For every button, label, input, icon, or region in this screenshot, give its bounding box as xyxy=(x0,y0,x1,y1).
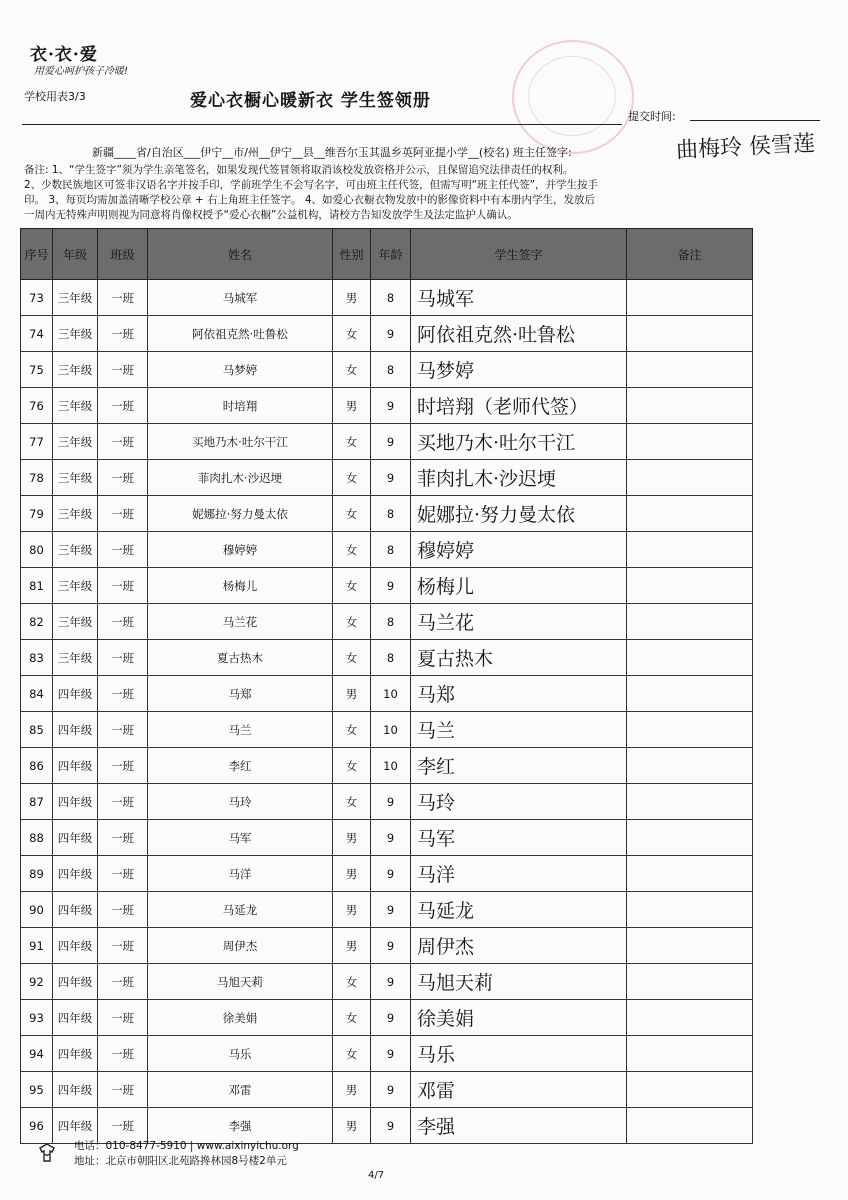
cell-gender: 女 xyxy=(333,604,371,640)
cell-name: 马洋 xyxy=(148,856,333,892)
cell-signature: 李红 xyxy=(411,748,627,784)
table-body xyxy=(21,280,753,1144)
notes-block xyxy=(24,163,784,223)
cell-class: 一班 xyxy=(98,604,148,640)
page-number: 4/7 xyxy=(368,1170,385,1181)
table-header-row xyxy=(21,229,753,280)
cell-age: 8 xyxy=(371,532,411,568)
cell-class: 一班 xyxy=(98,1000,148,1036)
cell-name: 夏古热木 xyxy=(148,640,333,676)
cell-name: 马玲 xyxy=(148,784,333,820)
cell-age: 9 xyxy=(371,460,411,496)
cell-signature: 妮娜拉·努力曼太依 xyxy=(411,496,627,532)
cell-class: 一班 xyxy=(98,712,148,748)
cell-no: 76 xyxy=(21,388,53,424)
table-row xyxy=(21,1072,753,1108)
cell-age: 8 xyxy=(371,352,411,388)
cell-no: 93 xyxy=(21,1000,53,1036)
cell-no: 85 xyxy=(21,712,53,748)
cell-gender: 男 xyxy=(333,1108,371,1144)
cell-note xyxy=(627,784,753,820)
cell-grade: 四年级 xyxy=(53,1036,98,1072)
col-header-grade: 年级 xyxy=(53,229,98,280)
col-header-no: 序号 xyxy=(21,229,53,280)
cell-grade: 四年级 xyxy=(53,676,98,712)
cell-no: 87 xyxy=(21,784,53,820)
cell-name: 买地乃木·吐尔干江 xyxy=(148,424,333,460)
cell-gender: 女 xyxy=(333,316,371,352)
cell-signature: 阿依祖克然·吐鲁松 xyxy=(411,316,627,352)
cell-no: 91 xyxy=(21,928,53,964)
cell-note xyxy=(627,604,753,640)
table-row xyxy=(21,280,753,316)
table-row xyxy=(21,856,753,892)
note-line: 备注: 1、“学生签字”须为学生亲笔签名，如果发现代签冒领将取消该校发放资格并公示，且保留追究法律责任的权利。 xyxy=(24,164,574,176)
cell-signature: 马兰 xyxy=(411,712,627,748)
school-use-label: 学校用表3/3 xyxy=(24,90,86,103)
cell-gender: 女 xyxy=(333,460,371,496)
cell-gender: 女 xyxy=(333,568,371,604)
footer-phone: 电话：010-8477-5910 | www.aixinyichu.org xyxy=(74,1140,299,1152)
cell-class: 一班 xyxy=(98,496,148,532)
col-header-gender: 性别 xyxy=(333,229,371,280)
col-header-name: 姓名 xyxy=(148,229,333,280)
cell-grade: 三年级 xyxy=(53,532,98,568)
cell-name: 马兰花 xyxy=(148,604,333,640)
cell-note xyxy=(627,1036,753,1072)
cell-signature: 马兰花 xyxy=(411,604,627,640)
cell-name: 马乐 xyxy=(148,1036,333,1072)
cell-name: 阿依祖克然·吐鲁松 xyxy=(148,316,333,352)
cell-gender: 女 xyxy=(333,496,371,532)
cell-name: 马城军 xyxy=(148,280,333,316)
cell-grade: 四年级 xyxy=(53,1108,98,1144)
cell-age: 8 xyxy=(371,640,411,676)
cell-signature: 时培翔（老师代签） xyxy=(411,388,627,424)
cell-signature: 马洋 xyxy=(411,856,627,892)
cell-grade: 四年级 xyxy=(53,892,98,928)
cell-name: 徐美娟 xyxy=(148,1000,333,1036)
cell-class: 一班 xyxy=(98,640,148,676)
cell-no: 94 xyxy=(21,1036,53,1072)
cell-age: 9 xyxy=(371,424,411,460)
submit-time-label: 提交时间: xyxy=(628,110,676,123)
table-row xyxy=(21,892,753,928)
cell-note xyxy=(627,820,753,856)
cell-grade: 四年级 xyxy=(53,1000,98,1036)
school-location-line: 新疆____省/自治区___伊宁__市/州__伊宁__县__维吾尔玉其温乡英阿亚提小学__(校名) 班主任签字: xyxy=(92,146,572,159)
cell-age: 8 xyxy=(371,280,411,316)
cell-grade: 四年级 xyxy=(53,928,98,964)
cell-signature: 李强 xyxy=(411,1108,627,1144)
cell-signature: 马军 xyxy=(411,820,627,856)
cell-grade: 三年级 xyxy=(53,604,98,640)
cell-note xyxy=(627,280,753,316)
cell-no: 73 xyxy=(21,280,53,316)
cell-gender: 女 xyxy=(333,1036,371,1072)
cell-signature: 徐美娟 xyxy=(411,1000,627,1036)
cell-name: 马延龙 xyxy=(148,892,333,928)
table-row xyxy=(21,532,753,568)
cell-signature: 马旭天莉 xyxy=(411,964,627,1000)
cell-age: 9 xyxy=(371,928,411,964)
cell-no: 84 xyxy=(21,676,53,712)
cell-class: 一班 xyxy=(98,388,148,424)
cell-note xyxy=(627,892,753,928)
cell-name: 妮娜拉·努力曼太依 xyxy=(148,496,333,532)
table-row xyxy=(21,784,753,820)
cell-name: 马旭天莉 xyxy=(148,964,333,1000)
cell-class: 一班 xyxy=(98,280,148,316)
cell-name: 李红 xyxy=(148,748,333,784)
cell-age: 9 xyxy=(371,1072,411,1108)
table-row xyxy=(21,964,753,1000)
cell-grade: 三年级 xyxy=(53,568,98,604)
cell-no: 81 xyxy=(21,568,53,604)
cell-class: 一班 xyxy=(98,856,148,892)
cell-gender: 女 xyxy=(333,1000,371,1036)
cell-no: 82 xyxy=(21,604,53,640)
cell-grade: 四年级 xyxy=(53,1072,98,1108)
cell-age: 9 xyxy=(371,316,411,352)
table-row xyxy=(21,352,753,388)
cell-no: 79 xyxy=(21,496,53,532)
cell-no: 92 xyxy=(21,964,53,1000)
col-header-signature: 学生签字 xyxy=(411,229,627,280)
cell-class: 一班 xyxy=(98,676,148,712)
cell-age: 10 xyxy=(371,676,411,712)
cell-class: 一班 xyxy=(98,1036,148,1072)
note-line: 一周内无特殊声明则视为同意将肖像权授予“爱心衣橱”公益机构，请校方告知发放学生及法定监护人确认。 xyxy=(24,209,518,221)
note-line: 2、少数民族地区可签非汉语名字并按手印，学前班学生不会写名字，可由班主任代签，但需写明“班主任代签”，并学生按手 xyxy=(24,179,599,191)
cell-class: 一班 xyxy=(98,424,148,460)
cell-no: 78 xyxy=(21,460,53,496)
cell-note xyxy=(627,1072,753,1108)
cell-age: 9 xyxy=(371,964,411,1000)
cell-gender: 女 xyxy=(333,748,371,784)
logo-slogan: 用爱心呵护孩子冷暖! xyxy=(34,66,129,77)
cell-gender: 男 xyxy=(333,892,371,928)
table-row xyxy=(21,1000,753,1036)
cell-age: 10 xyxy=(371,748,411,784)
table-row xyxy=(21,1036,753,1072)
col-header-class: 班级 xyxy=(98,229,148,280)
cell-class: 一班 xyxy=(98,1108,148,1144)
table-row xyxy=(21,712,753,748)
cell-gender: 男 xyxy=(333,676,371,712)
cell-no: 75 xyxy=(21,352,53,388)
cell-age: 8 xyxy=(371,496,411,532)
cell-name: 周伊杰 xyxy=(148,928,333,964)
cell-note xyxy=(627,460,753,496)
cell-name: 马郑 xyxy=(148,676,333,712)
table-row xyxy=(21,568,753,604)
cell-class: 一班 xyxy=(98,352,148,388)
cell-note xyxy=(627,712,753,748)
cell-age: 10 xyxy=(371,712,411,748)
cell-name: 穆婷婷 xyxy=(148,532,333,568)
cell-gender: 男 xyxy=(333,388,371,424)
cell-age: 9 xyxy=(371,856,411,892)
table-row xyxy=(21,424,753,460)
cell-name: 邓雷 xyxy=(148,1072,333,1108)
cell-class: 一班 xyxy=(98,316,148,352)
cell-class: 一班 xyxy=(98,820,148,856)
col-header-note: 备注 xyxy=(627,229,753,280)
cell-note xyxy=(627,568,753,604)
cell-gender: 男 xyxy=(333,856,371,892)
cell-age: 9 xyxy=(371,1036,411,1072)
logo-text: 衣·衣·爱 xyxy=(30,45,98,65)
cell-no: 96 xyxy=(21,1108,53,1144)
cell-grade: 三年级 xyxy=(53,316,98,352)
cell-gender: 女 xyxy=(333,712,371,748)
cell-note xyxy=(627,964,753,1000)
cell-name: 马梦婷 xyxy=(148,352,333,388)
cell-class: 一班 xyxy=(98,928,148,964)
table-row xyxy=(21,460,753,496)
cell-note xyxy=(627,532,753,568)
col-header-age: 年龄 xyxy=(371,229,411,280)
cell-age: 9 xyxy=(371,1000,411,1036)
cell-name: 李强 xyxy=(148,1108,333,1144)
student-roster-table xyxy=(20,228,753,1144)
cell-note xyxy=(627,424,753,460)
cell-name: 时培翔 xyxy=(148,388,333,424)
cell-name: 马军 xyxy=(148,820,333,856)
cell-note xyxy=(627,352,753,388)
submit-time-line xyxy=(690,120,820,121)
cell-signature: 马乐 xyxy=(411,1036,627,1072)
cell-signature: 马城军 xyxy=(411,280,627,316)
cell-no: 86 xyxy=(21,748,53,784)
cell-no: 77 xyxy=(21,424,53,460)
cell-signature: 马郑 xyxy=(411,676,627,712)
cell-grade: 三年级 xyxy=(53,280,98,316)
cell-gender: 女 xyxy=(333,352,371,388)
cell-age: 9 xyxy=(371,1108,411,1144)
teacher-signature: 曲梅玲 侯雪莲 xyxy=(675,131,816,164)
cell-gender: 男 xyxy=(333,820,371,856)
cell-gender: 男 xyxy=(333,1072,371,1108)
clothes-hanger-icon xyxy=(36,1142,58,1164)
cell-signature: 马玲 xyxy=(411,784,627,820)
cell-grade: 三年级 xyxy=(53,424,98,460)
cell-grade: 四年级 xyxy=(53,712,98,748)
table-row xyxy=(21,820,753,856)
cell-grade: 四年级 xyxy=(53,964,98,1000)
cell-age: 8 xyxy=(371,604,411,640)
cell-gender: 男 xyxy=(333,280,371,316)
cell-note xyxy=(627,856,753,892)
cell-class: 一班 xyxy=(98,784,148,820)
cell-no: 95 xyxy=(21,1072,53,1108)
cell-grade: 三年级 xyxy=(53,460,98,496)
cell-class: 一班 xyxy=(98,532,148,568)
cell-signature: 马延龙 xyxy=(411,892,627,928)
header-divider xyxy=(22,124,622,125)
cell-name: 菲肉扎木·沙迟埂 xyxy=(148,460,333,496)
cell-note xyxy=(627,676,753,712)
cell-note xyxy=(627,640,753,676)
cell-age: 9 xyxy=(371,820,411,856)
cell-no: 74 xyxy=(21,316,53,352)
cell-grade: 三年级 xyxy=(53,496,98,532)
cell-signature: 买地乃木·吐尔干江 xyxy=(411,424,627,460)
table-row xyxy=(21,496,753,532)
cell-signature: 菲肉扎木·沙迟埂 xyxy=(411,460,627,496)
cell-age: 9 xyxy=(371,892,411,928)
cell-note xyxy=(627,316,753,352)
cell-gender: 女 xyxy=(333,424,371,460)
cell-no: 90 xyxy=(21,892,53,928)
cell-no: 83 xyxy=(21,640,53,676)
cell-gender: 男 xyxy=(333,928,371,964)
cell-no: 88 xyxy=(21,820,53,856)
table-row xyxy=(21,676,753,712)
cell-signature: 杨梅儿 xyxy=(411,568,627,604)
cell-signature: 周伊杰 xyxy=(411,928,627,964)
cell-grade: 三年级 xyxy=(53,640,98,676)
cell-grade: 四年级 xyxy=(53,820,98,856)
cell-class: 一班 xyxy=(98,892,148,928)
table-row xyxy=(21,316,753,352)
cell-gender: 女 xyxy=(333,784,371,820)
cell-note xyxy=(627,928,753,964)
cell-grade: 四年级 xyxy=(53,784,98,820)
cell-signature: 穆婷婷 xyxy=(411,532,627,568)
cell-note xyxy=(627,496,753,532)
cell-signature: 马梦婷 xyxy=(411,352,627,388)
cell-note xyxy=(627,1000,753,1036)
table-row xyxy=(21,640,753,676)
page-title: 爱心衣橱心暖新衣 学生签领册 xyxy=(190,91,431,111)
cell-grade: 三年级 xyxy=(53,352,98,388)
table-row xyxy=(21,928,753,964)
cell-class: 一班 xyxy=(98,748,148,784)
cell-note xyxy=(627,388,753,424)
table-row xyxy=(21,748,753,784)
table-row xyxy=(21,388,753,424)
note-line: 印。 3、每页均需加盖清晰学校公章 + 右上角班主任签字。 4、如爱心衣橱衣物发放中的影像资料中有本册内学生，发放后 xyxy=(24,194,596,206)
cell-age: 9 xyxy=(371,784,411,820)
cell-gender: 女 xyxy=(333,964,371,1000)
cell-gender: 女 xyxy=(333,640,371,676)
cell-gender: 女 xyxy=(333,532,371,568)
cell-class: 一班 xyxy=(98,460,148,496)
cell-class: 一班 xyxy=(98,1072,148,1108)
cell-class: 一班 xyxy=(98,568,148,604)
footer-contact xyxy=(74,1139,299,1169)
cell-no: 89 xyxy=(21,856,53,892)
cell-class: 一班 xyxy=(98,964,148,1000)
cell-signature: 邓雷 xyxy=(411,1072,627,1108)
cell-note xyxy=(627,1108,753,1144)
cell-grade: 三年级 xyxy=(53,388,98,424)
cell-name: 杨梅儿 xyxy=(148,568,333,604)
cell-name: 马兰 xyxy=(148,712,333,748)
table-row xyxy=(21,604,753,640)
cell-age: 9 xyxy=(371,568,411,604)
cell-no: 80 xyxy=(21,532,53,568)
cell-grade: 四年级 xyxy=(53,856,98,892)
cell-grade: 四年级 xyxy=(53,748,98,784)
footer-address: 地址：北京市朝阳区北苑路搀林园8号楼2单元 xyxy=(74,1155,287,1167)
cell-note xyxy=(627,748,753,784)
cell-age: 9 xyxy=(371,388,411,424)
cell-signature: 夏古热木 xyxy=(411,640,627,676)
